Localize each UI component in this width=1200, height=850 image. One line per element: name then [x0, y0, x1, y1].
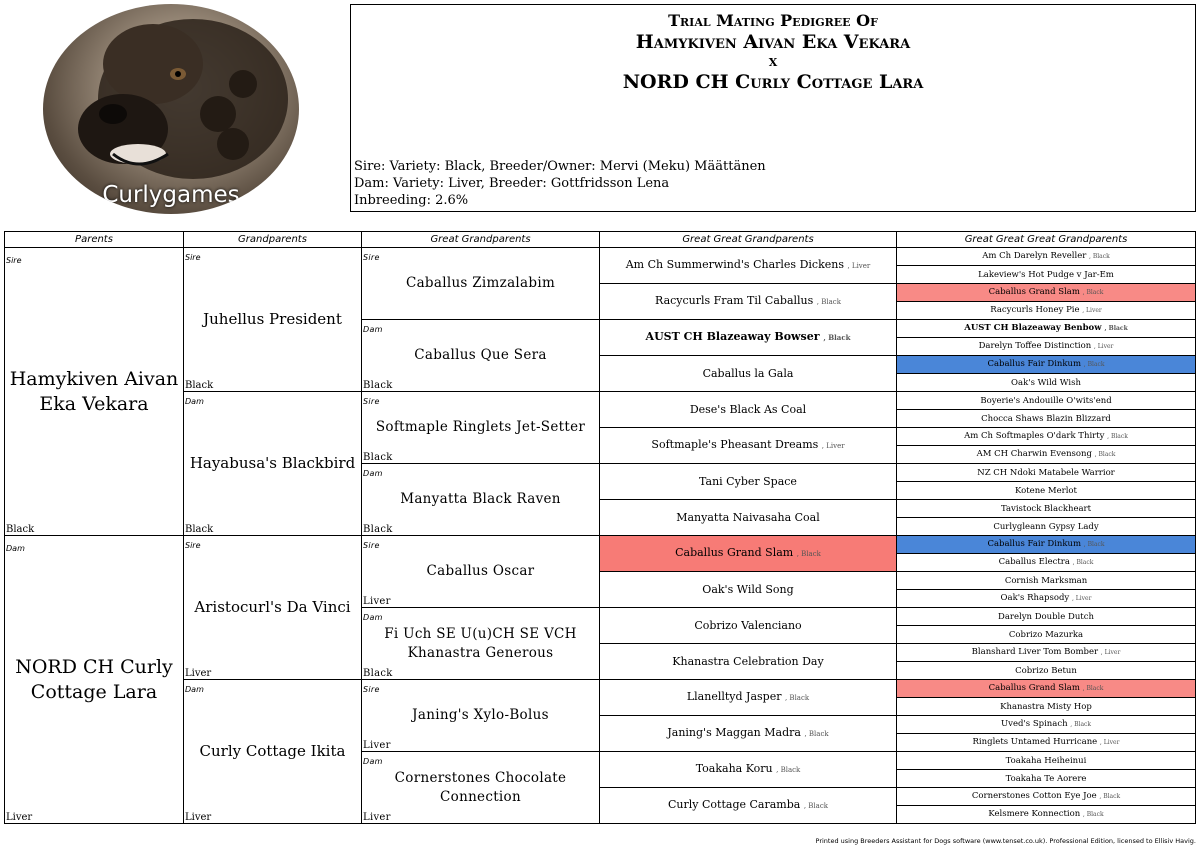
variety-label: , Liver	[1093, 343, 1114, 350]
ggg-grandparent-cell[interactable]	[897, 644, 1196, 662]
grandparent-cell[interactable]	[184, 680, 362, 824]
dog-name: Aristocurl's Da Vinci	[194, 598, 351, 616]
variety-label: , Black	[1072, 559, 1094, 566]
dog-name: NZ CH Ndoki Matabele Warrior	[977, 467, 1115, 478]
variety-label: , Black	[823, 333, 851, 342]
variety-label: , Black	[1107, 433, 1128, 440]
variety-label: , Black	[1089, 253, 1110, 260]
variety-label: , Liver	[1099, 739, 1120, 746]
ggg-grandparent-cell[interactable]	[897, 518, 1196, 536]
dog-name: Khanastra Misty Hop	[1000, 701, 1092, 712]
footer-credit: Printed using Breeders Assistant for Dogs software (www.tenset.co.uk). Professional Edition, licensed to Ellisiv Havig.	[815, 837, 1196, 845]
column-header-ggg-grandparents: Great Great Great Grandparents	[897, 232, 1196, 248]
dog-name: Lakeview's Hot Pudge v Jar-Em	[978, 269, 1114, 280]
dog-name: Am Ch Softmaples O'dark Thirty	[964, 431, 1105, 441]
pedigree-row	[5, 248, 1196, 266]
variety-label: Black	[185, 380, 214, 391]
dam-tag: Dam	[363, 613, 383, 622]
gg-grandparent-cell[interactable]	[600, 788, 897, 824]
ggg-grandparent-cell[interactable]	[897, 626, 1196, 644]
ggg-grandparent-cell[interactable]	[897, 464, 1196, 482]
dog-name: Blanshard Liver Tom Bomber	[971, 647, 1099, 657]
ggg-grandparent-cell[interactable]	[897, 608, 1196, 626]
title-block	[351, 10, 1195, 94]
column-header-gg-grandparents: Great Great Grandparents	[600, 232, 897, 248]
parent-cell[interactable]	[5, 536, 184, 824]
variety-label: , Liver	[1071, 595, 1092, 602]
ggg-grandparent-cell[interactable]	[897, 734, 1196, 752]
gg-grandparent-cell[interactable]	[600, 428, 897, 464]
ggg-grandparent-cell[interactable]	[897, 428, 1196, 446]
ggg-grandparent-cell[interactable]	[897, 248, 1196, 266]
variety-label: , Liver	[1082, 307, 1102, 314]
variety-label: , Liver	[1100, 649, 1121, 656]
dam-info: Dam: Variety: Liver, Breeder: Gottfridsson Lena	[354, 176, 670, 191]
dog-name: Toakaha Heiheinui	[1005, 755, 1087, 766]
dog-name: Juhellus President	[203, 310, 342, 328]
dam-title: NORD CH Curly Cottage Lara	[622, 71, 924, 93]
sire-tag: Sire	[185, 541, 201, 550]
dog-name: Darelyn Double Dutch	[998, 611, 1094, 622]
dog-name: AUST CH Blazeaway Benbow	[964, 323, 1102, 333]
variety-label: , Black	[1104, 325, 1128, 332]
variety-label: Liver	[185, 812, 212, 823]
sire-tag: Sire	[6, 256, 22, 265]
dog-name: Am Ch Summerwind's Charles Dickens	[625, 258, 844, 271]
variety-label: Liver	[6, 812, 33, 823]
variety-label: Black	[363, 668, 393, 679]
dog-name: Caballus Fair Dinkum	[987, 539, 1082, 549]
ggg-grandparent-cell[interactable]	[897, 806, 1196, 824]
dog-name: Toakaha Te Aorere	[1005, 773, 1087, 784]
dam-tag: Dam	[363, 757, 383, 766]
variety-label: Liver	[363, 812, 391, 823]
ggg-grandparent-cell[interactable]	[897, 410, 1196, 428]
dog-name: Khanastra Celebration Day	[672, 654, 824, 668]
dog-name: Softmaple's Pheasant Dreams	[651, 438, 819, 451]
dog-name: Curly Cottage Caramba	[668, 798, 801, 811]
variety-label: , Black	[803, 802, 828, 810]
ggg-grandparent-cell[interactable]	[897, 662, 1196, 680]
ggg-grandparent-cell[interactable]	[897, 590, 1196, 608]
dog-name: Cobrizo Valenciano	[694, 618, 802, 632]
variety-label: Liver	[185, 668, 212, 679]
great-grandparent-cell[interactable]	[362, 680, 600, 752]
grandparent-cell[interactable]	[184, 248, 362, 392]
dog-name: Cornish Marksman	[1004, 575, 1088, 586]
great-grandparent-cell[interactable]	[362, 536, 600, 608]
dog-name: Hamykiven Aivan Eka Vekara	[9, 367, 179, 415]
variety-label: , Black	[816, 298, 841, 306]
dam-tag: Dam	[6, 544, 25, 553]
dog-name: Oak's Rhapsody	[1000, 593, 1070, 603]
variety-label: Black	[185, 524, 214, 535]
dog-name: Caballus Grand Slam	[988, 683, 1080, 693]
variety-label: , Black	[1082, 811, 1104, 818]
sire-tag: Sire	[363, 685, 380, 694]
dog-name: Janing's Maggan Madra	[667, 726, 801, 739]
dog-name: Cobrizo Betun	[1015, 665, 1077, 676]
variety-label: , Black	[1083, 361, 1105, 368]
dog-name: Caballus Que Sera	[414, 347, 547, 363]
page-title: Trial Mating Pedigree Of	[668, 11, 878, 30]
dog-name: Toakaha Koru	[695, 762, 773, 775]
dog-name: Caballus Grand Slam	[675, 546, 794, 559]
great-grandparent-cell[interactable]	[362, 608, 600, 680]
dog-name: Ringlets Untamed Hurricane	[972, 737, 1098, 747]
variety-label: , Black	[804, 730, 829, 738]
ggg-grandparent-cell[interactable]	[897, 788, 1196, 806]
dog-name: Cornerstones Cotton Eye Joe	[971, 791, 1097, 801]
logo-label: Curlygames	[102, 182, 240, 208]
variety-label: Black	[363, 452, 393, 463]
dog-name: Kelsmere Konnection	[988, 809, 1081, 819]
sire-tag: Sire	[185, 253, 201, 262]
dog-name: Cornerstones Chocolate Connection	[394, 769, 567, 805]
variety-label: Liver	[363, 596, 391, 607]
great-grandparent-cell[interactable]	[362, 392, 600, 464]
dam-tag: Dam	[363, 325, 383, 334]
ggg-grandparent-cell[interactable]	[897, 374, 1196, 392]
ggg-grandparent-cell[interactable]	[897, 680, 1196, 698]
pedigree-table	[4, 231, 1196, 824]
variety-label: Black	[363, 524, 393, 535]
dog-name: Racycurls Fram Til Caballus	[655, 294, 814, 307]
great-grandparent-cell[interactable]	[362, 752, 600, 824]
gg-grandparent-cell[interactable]	[600, 500, 897, 536]
dog-name: Caballus Fair Dinkum	[987, 359, 1082, 369]
column-header-great-grandparents: Great Grandparents	[362, 232, 600, 248]
ggg-grandparent-cell[interactable]	[897, 446, 1196, 464]
dog-name: AUST CH Blazeaway Bowser	[645, 330, 820, 343]
great-grandparent-cell[interactable]	[362, 464, 600, 536]
dog-name: Boyerie's Andouille O'wits'end	[980, 395, 1112, 406]
dog-name: Manyatta Naivasaha Coal	[676, 510, 820, 524]
dog-name: Curly Cottage Ikita	[199, 742, 346, 760]
dog-name: Caballus la Gala	[702, 366, 794, 380]
inbreeding-info: Inbreeding: 2.6%	[354, 193, 469, 208]
gg-grandparent-cell[interactable]	[600, 392, 897, 428]
dog-name: Softmaple Ringlets Jet-Setter	[375, 419, 586, 435]
pedigree-row	[5, 392, 1196, 410]
variety-label: , Black	[776, 766, 801, 774]
ggg-grandparent-cell[interactable]	[897, 302, 1196, 320]
dog-name: Caballus Grand Slam	[988, 287, 1080, 297]
dam-tag: Dam	[185, 397, 204, 406]
dog-name: Llanelltyd Jasper	[686, 690, 782, 703]
grandparent-cell[interactable]	[184, 536, 362, 680]
sire-title: Hamykiven Aivan Eka Vekara	[635, 31, 911, 53]
dog-name: Darelyn Toffee Distinction	[978, 341, 1092, 351]
gg-grandparent-cell[interactable]	[600, 356, 897, 392]
dog-name: Kotene Merlot	[1015, 485, 1077, 496]
dog-name: Chocca Shaws Blazin Blizzard	[981, 413, 1111, 424]
variety-label: , Black	[1070, 721, 1092, 728]
ggg-grandparent-cell[interactable]	[897, 716, 1196, 734]
gg-grandparent-cell[interactable]	[600, 320, 897, 356]
dog-name: AM CH Charwin Evensong	[976, 449, 1092, 459]
dog-name: Tani Cyber Space	[699, 474, 797, 488]
ggg-grandparent-cell[interactable]	[897, 770, 1196, 788]
dog-name: Am Ch Darelyn Reveller	[982, 251, 1087, 261]
pedigree-row	[5, 536, 1196, 554]
dog-name: Uved's Spinach	[1000, 719, 1068, 729]
gg-grandparent-cell[interactable]	[600, 464, 897, 500]
dog-name: Caballus Electra	[998, 557, 1070, 567]
gg-grandparent-cell[interactable]	[600, 752, 897, 788]
pedigree-row	[5, 680, 1196, 698]
dog-name: Oak's Wild Song	[702, 582, 794, 596]
ggg-grandparent-cell[interactable]	[897, 752, 1196, 770]
sire-tag: Sire	[363, 541, 380, 550]
gg-grandparent-cell[interactable]	[600, 680, 897, 716]
variety-label: , Black	[1083, 541, 1105, 548]
dog-name: Cobrizo Mazurka	[1008, 629, 1084, 640]
great-grandparent-cell[interactable]	[362, 248, 600, 320]
dog-name: NORD CH Curly Cottage Lara	[15, 655, 173, 703]
ggg-grandparent-cell[interactable]	[897, 266, 1196, 284]
column-header-grandparents: Grandparents	[184, 232, 362, 248]
variety-label: , Black	[1094, 451, 1116, 458]
dog-name: Oak's Wild Wish	[1011, 377, 1081, 388]
gg-grandparent-cell[interactable]	[600, 248, 897, 284]
gg-grandparent-cell[interactable]	[600, 716, 897, 752]
great-grandparent-cell[interactable]	[362, 320, 600, 392]
sire-tag: Sire	[363, 397, 380, 406]
dam-tag: Dam	[363, 469, 383, 478]
gg-grandparent-cell[interactable]	[600, 284, 897, 320]
variety-label: , Black	[796, 550, 821, 558]
dog-name: Racycurls Honey Pie	[990, 305, 1080, 315]
variety-label: , Black	[1099, 793, 1121, 800]
ggg-grandparent-cell[interactable]	[897, 338, 1196, 356]
dam-tag: Dam	[185, 685, 204, 694]
ggg-grandparent-cell[interactable]	[897, 554, 1196, 572]
ggg-grandparent-cell[interactable]	[897, 536, 1196, 554]
variety-label: Liver	[363, 740, 391, 751]
sire-tag: Sire	[363, 253, 380, 262]
dog-name: Tavistock Blackheart	[1000, 503, 1092, 514]
ggg-grandparent-cell[interactable]	[897, 698, 1196, 716]
variety-label: , Liver	[821, 442, 845, 450]
parent-cell[interactable]	[5, 248, 184, 536]
ggg-grandparent-cell[interactable]	[897, 482, 1196, 500]
gg-grandparent-cell[interactable]	[600, 608, 897, 644]
ggg-grandparent-cell[interactable]	[897, 500, 1196, 518]
gg-grandparent-cell[interactable]	[600, 536, 897, 572]
dog-name: Dese's Black As Coal	[689, 402, 807, 416]
ggg-grandparent-cell[interactable]	[897, 392, 1196, 410]
variety-label: , Black	[784, 694, 810, 702]
variety-label: Black	[363, 380, 393, 391]
curlygames-logo	[43, 4, 299, 214]
ggg-grandparent-cell[interactable]	[897, 356, 1196, 374]
variety-label: , Black	[1082, 289, 1104, 296]
variety-label: , Black	[1082, 685, 1104, 692]
dog-name: Manyatta Black Raven	[400, 491, 561, 507]
column-header-parents: Parents	[5, 232, 184, 248]
gg-grandparent-cell[interactable]	[600, 644, 897, 680]
mating-info	[354, 158, 766, 209]
dog-name: Hayabusa's Blackbird	[189, 454, 356, 472]
ggg-grandparent-cell[interactable]	[897, 572, 1196, 590]
variety-label: , Liver	[847, 262, 871, 270]
column-header-row	[5, 232, 1196, 248]
dog-name: Caballus Zimzalabim	[405, 275, 556, 291]
ggg-grandparent-cell[interactable]	[897, 284, 1196, 302]
dog-name: Fi Uch SE U(u)CH SE VCH Khanastra Generous	[384, 625, 577, 661]
dog-name: Curlygleann Gypsy Lady	[993, 521, 1099, 532]
dog-name: Caballus Oscar	[426, 563, 535, 579]
dog-name: Janing's Xylo-Bolus	[412, 707, 549, 723]
gg-grandparent-cell[interactable]	[600, 572, 897, 608]
pedigree-header	[350, 4, 1196, 212]
ggg-grandparent-cell[interactable]	[897, 320, 1196, 338]
mating-separator: x	[768, 52, 778, 70]
grandparent-cell[interactable]	[184, 392, 362, 536]
sire-info: Sire: Variety: Black, Breeder/Owner: Mervi (Meku) Määttänen	[354, 159, 766, 174]
variety-label: Black	[6, 524, 35, 535]
